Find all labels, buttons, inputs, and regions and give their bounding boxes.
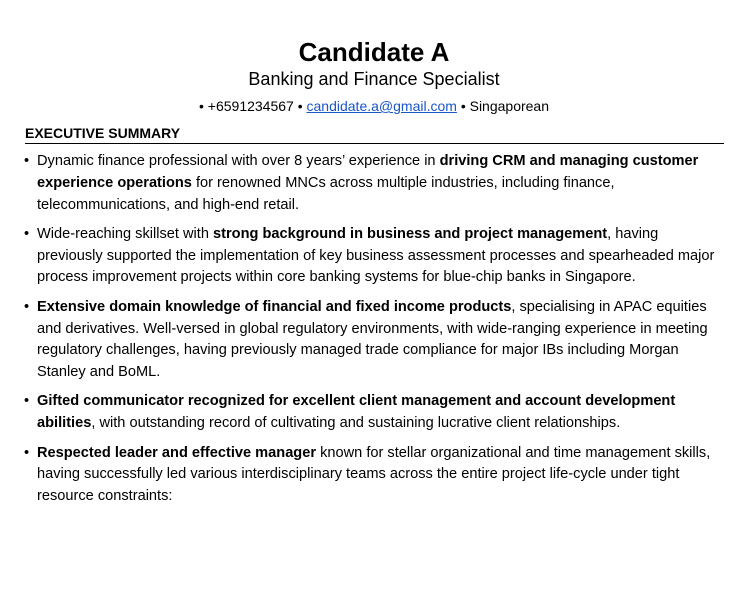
summary-text: for renowned MNCs across multiple industries, including finance, telecommunications, and high-end retail. — [37, 174, 615, 213]
bullet-icon: • — [24, 153, 30, 169]
summary-text: Dynamic finance professional with over 8 years’ experience in — [37, 153, 440, 169]
contact-line — [0, 97, 748, 115]
summary-highlight: Gifted communicator recognized for excellent client management and account development abilities — [37, 393, 676, 432]
candidate-name: Candidate A — [298, 37, 450, 67]
summary-item — [0, 297, 756, 384]
summary-highlight: Extensive domain knowledge of financial and fixed income products — [37, 298, 512, 315]
summary-item — [0, 391, 756, 435]
summary-text: known for stellar organizational and time management skills, having successfully led various interdisciplinary teams across the entire project life-cycle under tight resource constraints: — [37, 444, 711, 505]
contact-bullet: • — [460, 98, 466, 114]
nationality: Singaporean — [469, 98, 550, 114]
summary-item — [0, 224, 756, 289]
contact-bullet: • — [297, 98, 303, 114]
phone-number: +6591234567 — [207, 98, 294, 114]
summary-text: Wide-reaching skillset with — [37, 225, 213, 242]
contact-bullet: • — [198, 98, 204, 114]
summary-item — [0, 151, 756, 216]
bullet-icon: • — [24, 393, 30, 410]
candidate-title: Banking and Finance Specialist — [248, 69, 500, 89]
email-link[interactable]: candidate.a@gmail.com — [306, 98, 457, 114]
summary-highlight: strong background in business and project management — [213, 225, 608, 242]
bullet-icon: • — [24, 444, 30, 461]
executive-summary-list — [0, 151, 756, 515]
summary-text: , specialising in APAC equities and derivatives. Well-versed in global regulatory environments, with wide-ranging experience in meeting regulatory challenges, having previously managed trade compliance for major IBs including Morgan Stanley and BoML. — [37, 298, 708, 381]
bullet-icon: • — [24, 225, 30, 242]
summary-highlight: Respected leader and effective manager — [37, 444, 317, 461]
summary-text: , having previously supported the implementation of key business assessment processes and spearheaded major process improvement projects within core banking systems for blue-chip banks in Singapore. — [37, 225, 715, 286]
bullet-icon: • — [24, 298, 30, 315]
section-heading-executive-summary: EXECUTIVE SUMMARY — [25, 124, 724, 144]
summary-text: , with outstanding record of cultivating and sustaining lucrative client relationships. — [91, 415, 621, 432]
summary-item — [0, 443, 756, 508]
summary-highlight: driving CRM and managing customer experience operations — [37, 153, 699, 191]
